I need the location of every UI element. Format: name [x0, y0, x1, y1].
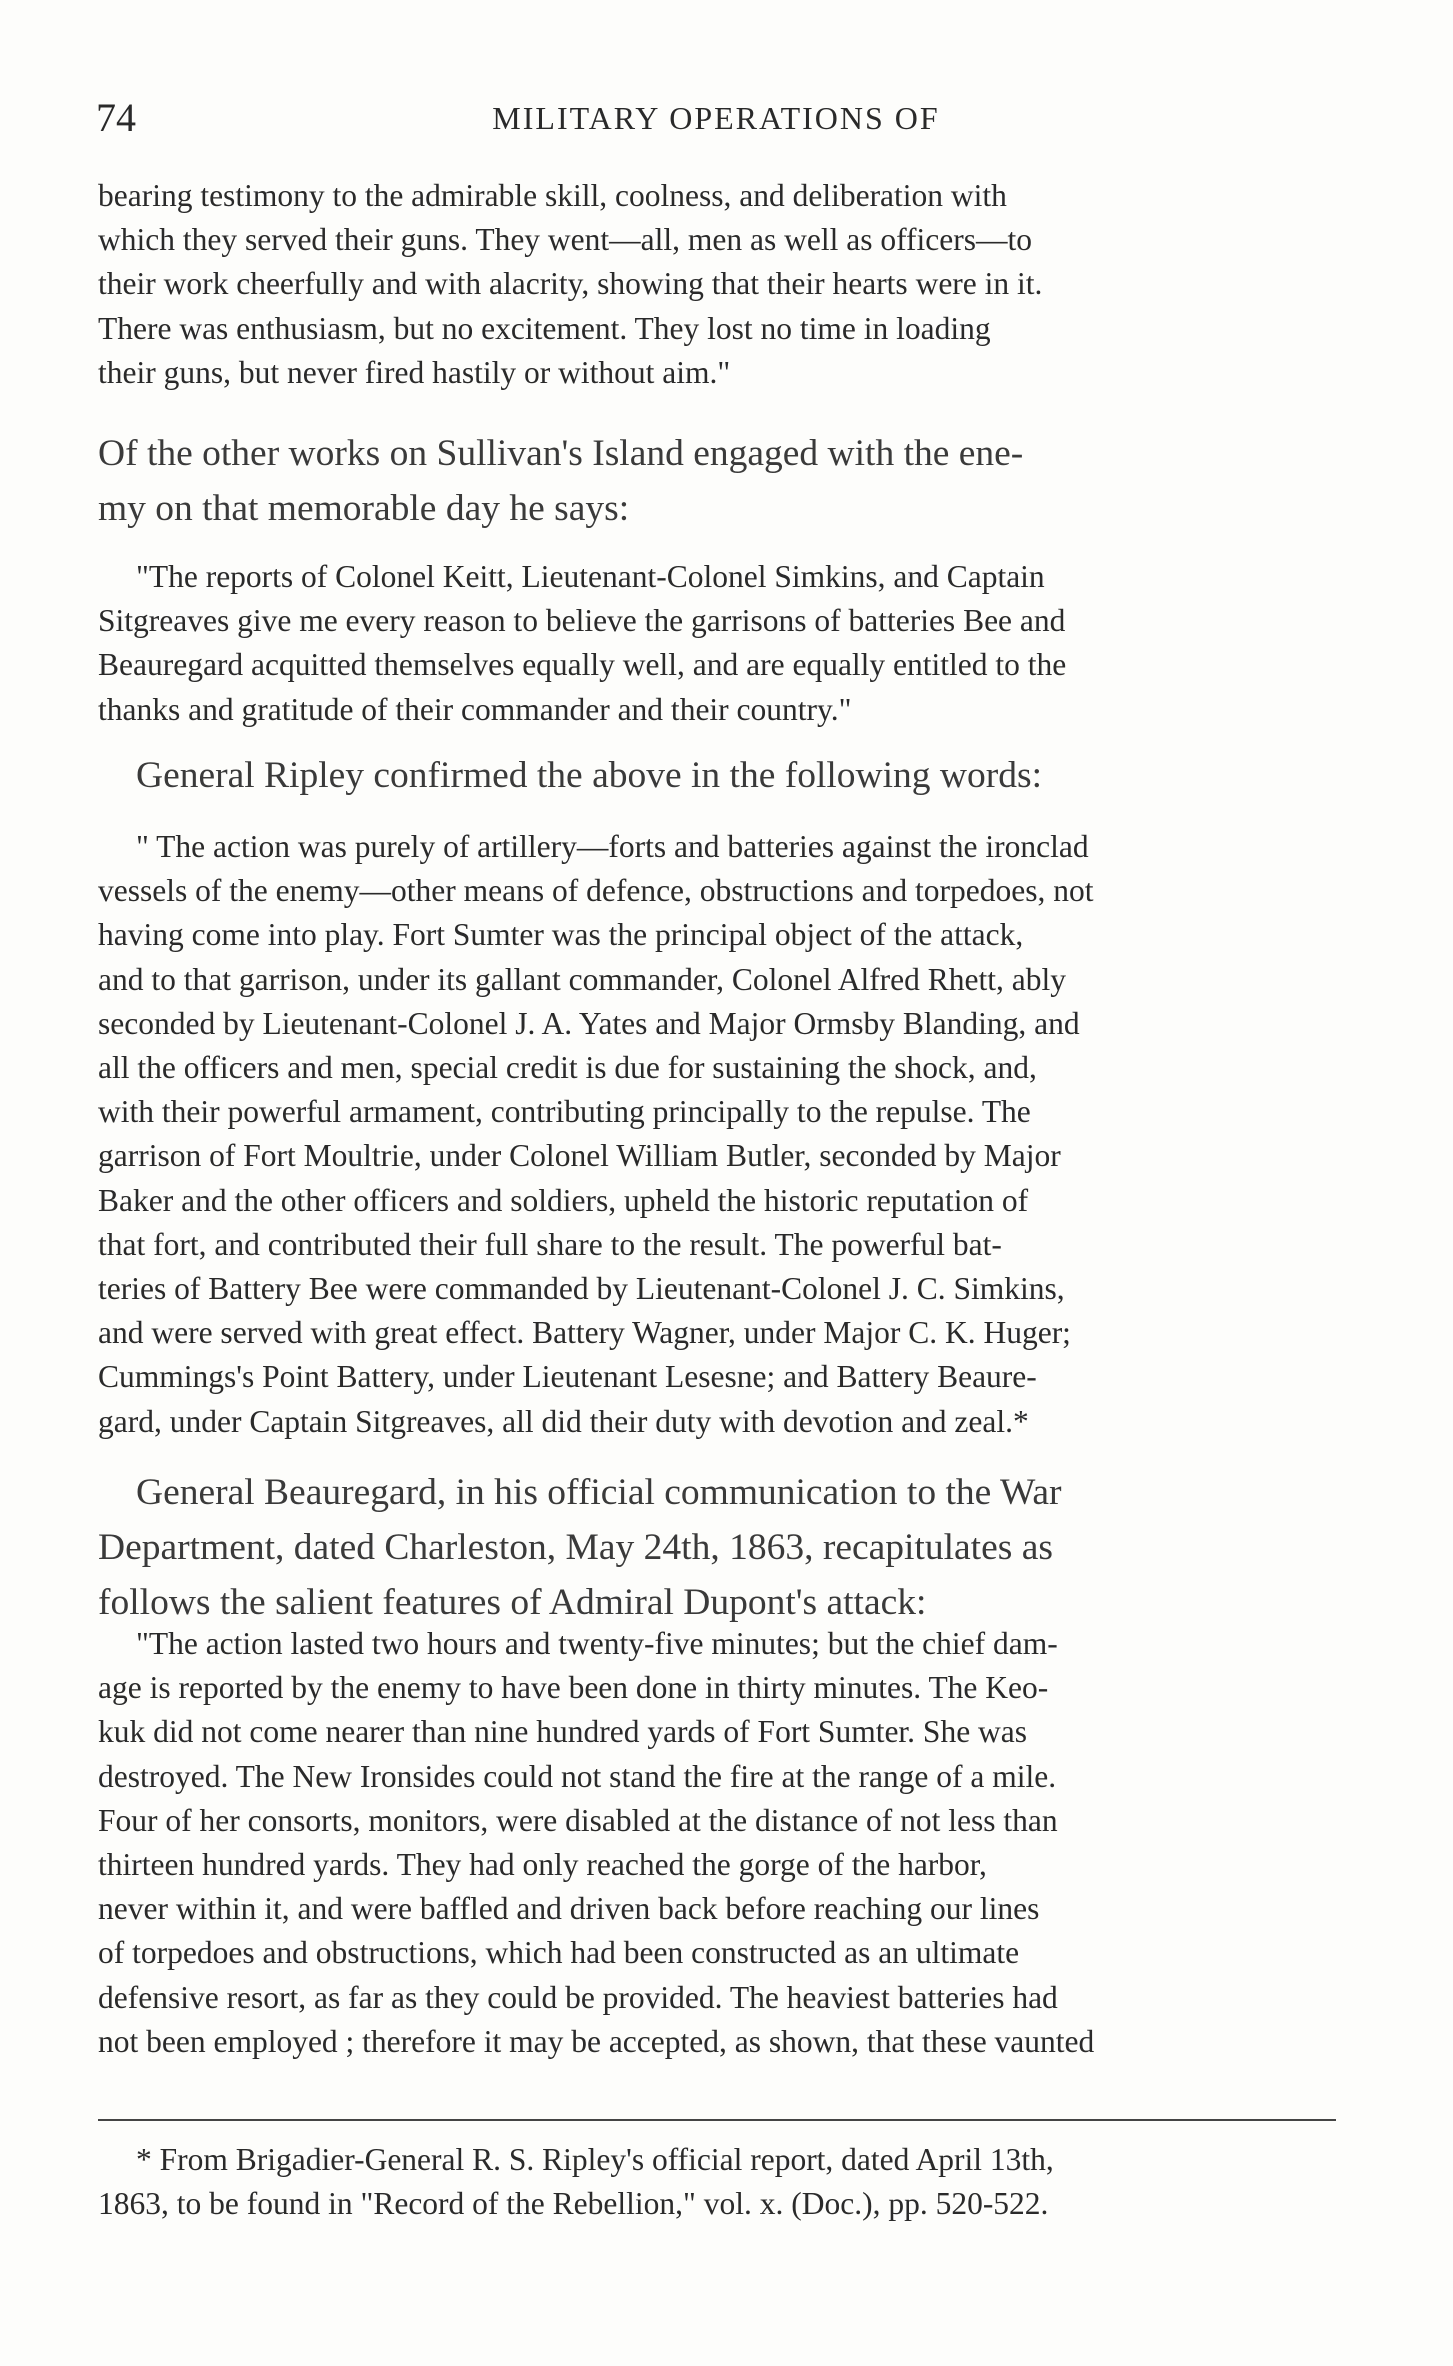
text-line: There was enthusiasm, but no excitement. They lost no time in loading — [98, 310, 991, 346]
quote-paragraph — [98, 555, 1336, 732]
text-line: thanks and gratitude of their commander and their country." — [98, 691, 852, 727]
text-line: "The action lasted two hours and twenty-five minutes; but the chief dam- — [136, 1626, 1058, 1661]
footnote — [98, 2138, 1336, 2226]
text-line: " The action was purely of artillery—forts and batteries against the ironclad — [136, 829, 1089, 864]
text-line: Cummings's Point Battery, under Lieutenant Lesesne; and Battery Beaure- — [98, 1359, 1037, 1395]
text-line: kuk did not come nearer than nine hundred yards of Fort Sumter. She was — [98, 1714, 1028, 1750]
text-line: "The reports of Colonel Keitt, Lieutenant-Colonel Simkins, and Captain — [136, 559, 1045, 594]
lead-paragraph — [98, 748, 1336, 803]
footnote-line: 1863, to be found in "Record of the Rebellion," vol. x. (Doc.), pp. 520-522. — [98, 2186, 1049, 2221]
text-line: gard, under Captain Sitgreaves, all did their duty with devotion and zeal.* — [98, 1403, 1029, 1439]
text-line: which they served their guns. They went—all, men as well as officers—to — [98, 222, 1032, 258]
text-line: Four of her consorts, monitors, were disabled at the distance of not less than — [98, 1802, 1058, 1838]
text-line: Beauregard acquitted themselves equally well, and are equally entitled to the — [98, 647, 1067, 683]
lead-paragraph — [98, 1465, 1336, 1630]
text-line: all the officers and men, special credit is due for sustaining the shock, and, — [98, 1050, 1037, 1086]
text-line: age is reported by the enemy to have been done in thirty minutes. The Keo- — [98, 1670, 1049, 1706]
text-line: vessels of the enemy—other means of defence, obstructions and torpedoes, not — [98, 873, 1094, 909]
text-line: General Beauregard, in his official communication to the War — [136, 1472, 1062, 1513]
text-line: Sitgreaves give me every reason to believe the garrisons of batteries Bee and — [98, 603, 1066, 639]
text-line: destroyed. The New Ironsides could not stand the fire at the range of a mile. — [98, 1758, 1057, 1794]
text-line: Baker and the other officers and soldiers, upheld the historic reputation of — [98, 1182, 1029, 1218]
text-line: Of the other works on Sullivan's Island engaged with the ene- — [98, 433, 1024, 474]
text-line: seconded by Lieutenant-Colonel J. A. Yates and Major Ormsby Blanding, and — [98, 1005, 1080, 1041]
text-line: General Ripley confirmed the above in the following words: — [136, 755, 1043, 796]
text-line: Department, dated Charleston, May 24th, 1863, recapitulates as — [98, 1527, 1053, 1568]
text-line: my on that memorable day he says: — [98, 488, 630, 529]
text-line: defensive resort, as far as they could be provided. The heaviest batteries had — [98, 1979, 1058, 2015]
footnote-rule — [98, 2119, 1336, 2121]
text-line: and were served with great effect. Battery Wagner, under Major C. K. Huger; — [98, 1315, 1071, 1351]
text-line: their work cheerfully and with alacrity, showing that their hearts were in it. — [98, 266, 1043, 302]
page-number: 74 — [96, 95, 136, 140]
lead-paragraph — [98, 426, 1336, 536]
quote-paragraph — [98, 174, 1336, 395]
text-line: not been employed ; therefore it may be accepted, as shown, that these vaunted — [98, 2023, 1095, 2059]
text-line: with their powerful armament, contributing principally to the repulse. The — [98, 1094, 1031, 1130]
text-line: that fort, and contributed their full share to the result. The powerful bat- — [98, 1226, 1002, 1262]
running-head: MILITARY OPERATIONS OF — [492, 100, 940, 136]
text-line: bearing testimony to the admirable skill, coolness, and deliberation with — [98, 178, 1007, 213]
quote-paragraph — [98, 825, 1336, 1444]
quote-paragraph — [98, 1622, 1336, 2064]
text-line: and to that garrison, under its gallant commander, Colonel Alfred Rhett, ably — [98, 961, 1067, 997]
text-line: never within it, and were baffled and driven back before reaching our lines — [98, 1891, 1040, 1927]
text-line: garrison of Fort Moultrie, under Colonel William Butler, seconded by Major — [98, 1138, 1061, 1174]
text-line: having come into play. Fort Sumter was the principal object of the attack, — [98, 917, 1024, 953]
text-line: teries of Battery Bee were commanded by Lieutenant-Colonel J. C. Simkins, — [98, 1271, 1065, 1307]
page-header — [96, 88, 1336, 148]
footnote-line: * From Brigadier-General R. S. Ripley's official report, dated April 13th, — [136, 2142, 1054, 2177]
text-line: thirteen hundred yards. They had only reached the gorge of the harbor, — [98, 1847, 987, 1883]
text-line: follows the salient features of Admiral Dupont's attack: — [98, 1582, 927, 1623]
text-line: of torpedoes and obstructions, which had been constructed as an ultimate — [98, 1935, 1020, 1971]
text-line: their guns, but never fired hastily or without aim." — [98, 354, 731, 390]
